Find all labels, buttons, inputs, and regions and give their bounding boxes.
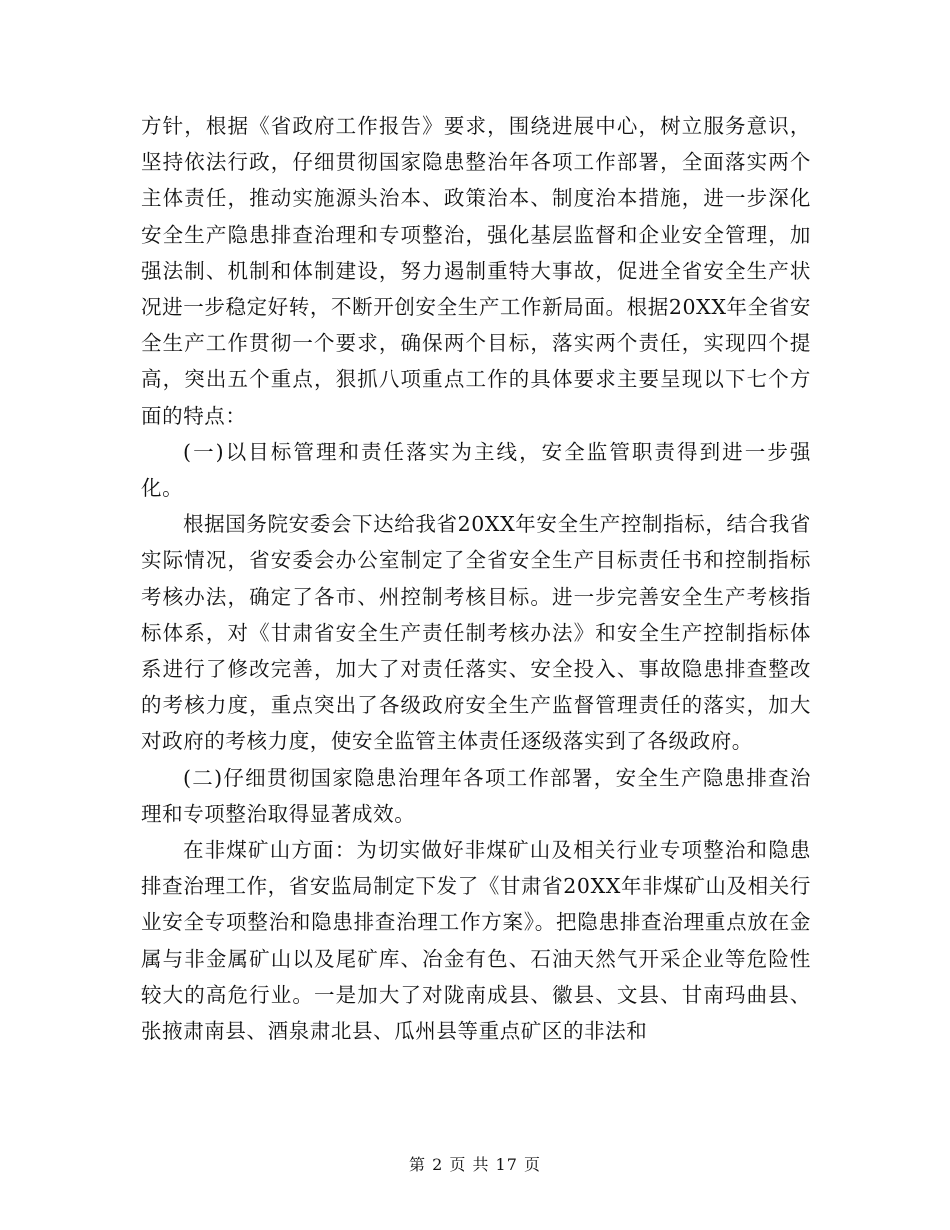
document-body xyxy=(141,108,811,1049)
heading-section-2: (二)仔细贯彻国家隐患治理年各项工作部署，安全生产隐患排查治理和专项整治取得显著成效。 xyxy=(141,765,811,826)
paragraph-intro: 方针，根据《省政府工作报告》要求，围绕进展中心，树立服务意识，坚持依法行政，仔细贯彻国家隐患整治年各项工作部署，全面落实两个主体责任，推动实施源头治本、政策治本、制度治本措施，进一步深化安全生产隐患排查治理和专项整治，强化基层监督和企业安全管理，加强法制、机制和体制建设，努力遏制重特大事故，促进全省安全生产状况进一步稳定好转，不断开创安全生产工作新局面。根据20XX年全省安全生产工作贯彻一个要求，确保两个目标，落实两个责任，实现四个提高，突出五个重点，狠抓八项重点工作的具体要求主要呈现以下七个方面的特点： xyxy=(141,114,811,428)
paragraph-non-coal-mines: 在非煤矿山方面：为切实做好非煤矿山及相关行业专项整治和隐患排查治理工作，省安监局制定下发了《甘肃省20XX年非煤矿山及相关行业安全专项整治和隐患排查治理工作方案》。把隐患排查治理重点放在金属与非金属矿山以及尾矿库、冶金有色、石油天然气开采企业等危险性较大的高危行业。一是加大了对陇南成县、徽县、文县、甘南玛曲县、张掖肃南县、酒泉肃北县、瓜州县等重点矿区的非法和 xyxy=(141,838,811,1044)
heading-section-1: (一)以目标管理和责任落实为主线，安全监管职责得到进一步强化。 xyxy=(141,439,811,501)
paragraph-section-1: 根据国务院安委会下达给我省20XX年安全生产控制指标，结合我省实际情况，省安委会办公室制定了全省安全生产目标责任书和控制指标考核办法，确定了各市、州控制考核目标。进一步完善安全生产考核指标体系，对《甘肃省安全生产责任制考核办法》和安全生产控制指标体系进行了修改完善，加大了对责任落实、安全投入、事故隐患排查整改的考核力度，重点突出了各级政府安全生产监督管理责任的落实，加大对政府的考核力度，使安全监管主体责任逐级落实到了各级政府。 xyxy=(141,512,811,754)
page-number-footer: 第 2 页 共 17 页 xyxy=(409,1155,541,1174)
